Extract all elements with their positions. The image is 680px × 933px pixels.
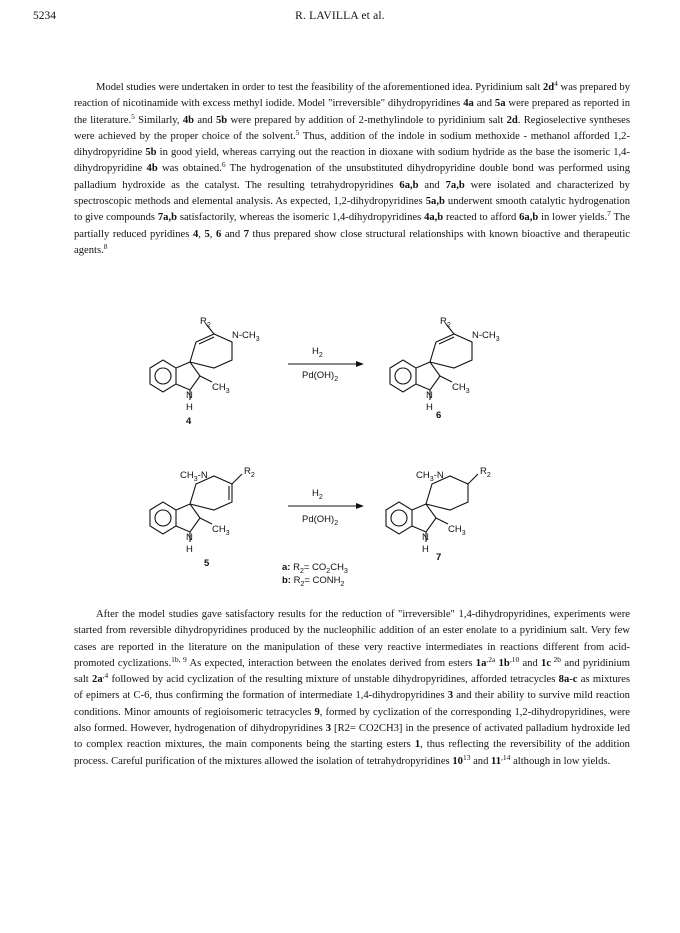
reagent-pdoh2-bottom: $Pd(OH)_2$ (302, 514, 339, 527)
compound-ref: 3 (447, 690, 454, 702)
text-run: and pyridinium salt (74, 657, 630, 686)
text-run: , formed by cyclization of the corresponding 1,2-dihydropyridines, were also formed. However, hydrogenation of dihydropyridines (74, 706, 630, 735)
reagent-pdoh2-top: $Pd(OH)_2$ (302, 370, 339, 383)
compound-ref: 7a,b (445, 179, 465, 191)
compound-ref: 6a,b (399, 179, 419, 191)
text-run: The partially reduced pyridines (74, 212, 630, 240)
text-run: were isolated and characterized by spectroscopic methods and elemental analysis. As expected, 1,2-dihydropyridines (74, 179, 630, 208)
compound-ref: 10 (452, 755, 463, 767)
reference-superscript: ,2a (486, 654, 496, 664)
ch3-n-label-7: $CH_3-N$ (416, 470, 444, 483)
r2-label-4: $R_2$ (200, 316, 211, 329)
compound-label-7: 7 (436, 552, 442, 563)
compound-ref: 2d (506, 114, 518, 126)
ch3-label-5: $CH_3$ (212, 524, 230, 537)
compound-ref: 5b (145, 147, 157, 159)
n-label-5: N (186, 532, 193, 543)
text-run: was obtained. (157, 163, 222, 175)
reference-superscript: 6 (221, 160, 226, 170)
r2-label-7: $R_2$ (480, 466, 491, 479)
reference-superscript: ,14 (501, 752, 511, 762)
n-label-4: N (186, 390, 193, 401)
paragraph-model-studies (74, 80, 630, 259)
reference-superscript: 8 (103, 241, 108, 251)
h-label-6: H (426, 402, 433, 413)
reference-superscript: 4 (554, 79, 558, 88)
text-run: and (418, 179, 446, 191)
r2-label-5: $R_2$ (244, 466, 255, 479)
compound-label-5: 5 (204, 558, 210, 569)
legend-a: a: $R_2= CO_2CH_3$ (282, 562, 348, 575)
page-number: 5234 (33, 10, 56, 22)
running-head: R. LAVILLA et al. (295, 10, 385, 22)
compound-ref: 4a (463, 98, 474, 110)
ch3-label-4: $CH_3$ (212, 382, 230, 395)
text-run: in good yield, whereas carrying out the reaction in dioxane with sodium hydride as the base the isomeric 1,4-dihydropyridine (74, 147, 630, 175)
compound-ref: 1b (498, 657, 510, 669)
reference-superscript: 13 (462, 752, 471, 762)
text-run: The hydrogenation of the unsubstituted dihydropyridine double bond was performed using palladium hydroxide as the catalyst. The resulting tetrahydropyridines (74, 163, 631, 191)
text-run: [R2= CO2CH3] in the presence of activated palladium hydroxide led to complex reaction mixtures, the main components being the starting esters (74, 723, 630, 751)
reaction-scheme (0, 298, 680, 588)
text-run: satisfactorily, whereas the isomeric 1,4-dihydropyridines (177, 212, 425, 224)
reference-superscript: 7 (607, 209, 611, 219)
text-run: , (209, 228, 216, 240)
text-run: After the model studies gave satisfactory results for the reduction of "irreversible" 1,4-dihydropyridines, experiments were started from reversible dihydropyridines produced by the nucleophilic addition of an ester enolate to a pyridinium salt. Very few cases are reported in the literature on the manipulation of these very reactive intermediates in reactions different from acid-promoted cyclizations. (74, 609, 630, 669)
text-run: , (198, 228, 205, 240)
text-run: As expected, interaction between the enolates derived from esters (186, 657, 476, 669)
compound-ref: 1 (414, 739, 421, 751)
text-run: although in low yields. (510, 755, 611, 767)
text-run: in lower yields. (538, 212, 608, 224)
text-run: Thus, addition of the indole in sodium methoxide - methanol afforded 1,2-dihydropyridine (74, 130, 630, 159)
compound-ref: 1c (541, 657, 552, 669)
text-run: Similarly, (134, 114, 183, 126)
ch3-label-7: $CH_3$ (448, 524, 466, 537)
reference-superscript: 5 (295, 127, 300, 137)
text-run: and (470, 755, 492, 767)
text-run: were prepared as reported in the literature. (74, 98, 631, 126)
text-run: and (194, 114, 216, 126)
text-run: as mixtures of epimers at C-6, thus confirming the formation of intermediate 1,4-dihydropyridines (74, 674, 630, 702)
compound-ref: 7 (243, 228, 249, 240)
text-run: and their ability to survive mild reaction conditions. Minor amounts of regioisomeric tetracycles (74, 690, 630, 718)
compound-ref: 4b (146, 163, 158, 175)
compound-ref: 5 (204, 228, 210, 240)
r2-label-6: $R_2$ (440, 316, 451, 329)
n-label-7: N (422, 532, 429, 543)
compound-ref: 5a (494, 98, 506, 110)
text-run: followed by acid cyclization of the resulting mixture of unstable dihydropyridines, afforded tetracycles (108, 674, 559, 686)
text-run: reacted to afford (443, 212, 520, 224)
compound-ref: 11 (491, 755, 502, 767)
text-run: were prepared by addition of 2-methylindole to pyridinium salt (227, 114, 507, 126)
n-label-6: N (426, 390, 433, 401)
compound-ref: 2a (92, 674, 103, 686)
reagent-h2-top: $H_2$ (312, 346, 323, 359)
text-run: was prepared by reaction of nicotinamide with excess methyl iodide. Model "irreversible" dihydropyridines (74, 82, 630, 110)
text-run: Model studies were undertaken in order to test the feasibility of the aforementioned idea. Pyridinium salt (96, 82, 543, 93)
text-run: and (473, 98, 495, 110)
compound-ref: 6a,b (519, 212, 539, 224)
compound-ref: 8a-c (558, 674, 578, 686)
n-ch3-label-4: $N-CH_3$ (232, 330, 260, 343)
n-ch3-label-6: $N-CH_3$ (472, 330, 500, 343)
compound-ref: 4 (192, 228, 199, 240)
ch3-n-label-5: $CH_3-N$ (180, 470, 208, 483)
compound-ref: 2d (542, 82, 555, 93)
compound-ref: 4b (182, 114, 195, 126)
text-run: underwent smooth catalytic hydrogenation to give compounds (74, 196, 631, 224)
h-label-5: H (186, 544, 193, 555)
text-run: . Regioselective syntheses were achieved by the proper choice of the solvent. (74, 114, 630, 142)
text-run: thus prepared show close structural relationships with known bioactive and therapeutic agents. (74, 228, 631, 256)
compound-ref: 9 (314, 706, 320, 718)
compound-ref: 6 (215, 228, 222, 240)
compound-label-4: 4 (186, 416, 192, 427)
reference-superscript: ,10 (509, 654, 520, 664)
legend-b: b: $R_2=$ $CONH_2$ (282, 575, 345, 588)
text-run: , thus reflecting the reversibility of the addition process. Careful purification of the mixtures allowed the isolation of tetrahydropyridines (74, 739, 630, 767)
h-label-7: H (422, 544, 429, 555)
ch3-label-6: $CH_3$ (452, 382, 470, 395)
h-label-4: H (186, 402, 193, 413)
compound-ref: 7a,b (157, 212, 178, 224)
text-run: and (519, 657, 542, 669)
compound-label-6: 6 (436, 410, 442, 421)
reference-superscript: 5 (131, 111, 135, 121)
reference-superscript: 1b, 9 (171, 654, 187, 664)
compound-ref: 1a (475, 657, 487, 669)
reagent-h2-bottom: $H_2$ (312, 488, 323, 501)
compound-ref: 4a,b (424, 212, 444, 224)
text-run: and (221, 228, 244, 240)
paragraph-reversible-dihydropyridines (74, 607, 630, 770)
compound-ref: 5b (215, 114, 228, 126)
reference-superscript: 2b (551, 654, 562, 664)
compound-ref: 5a,b (425, 196, 445, 208)
compound-ref: 3 (325, 723, 332, 735)
reference-superscript: ,4 (102, 671, 109, 681)
